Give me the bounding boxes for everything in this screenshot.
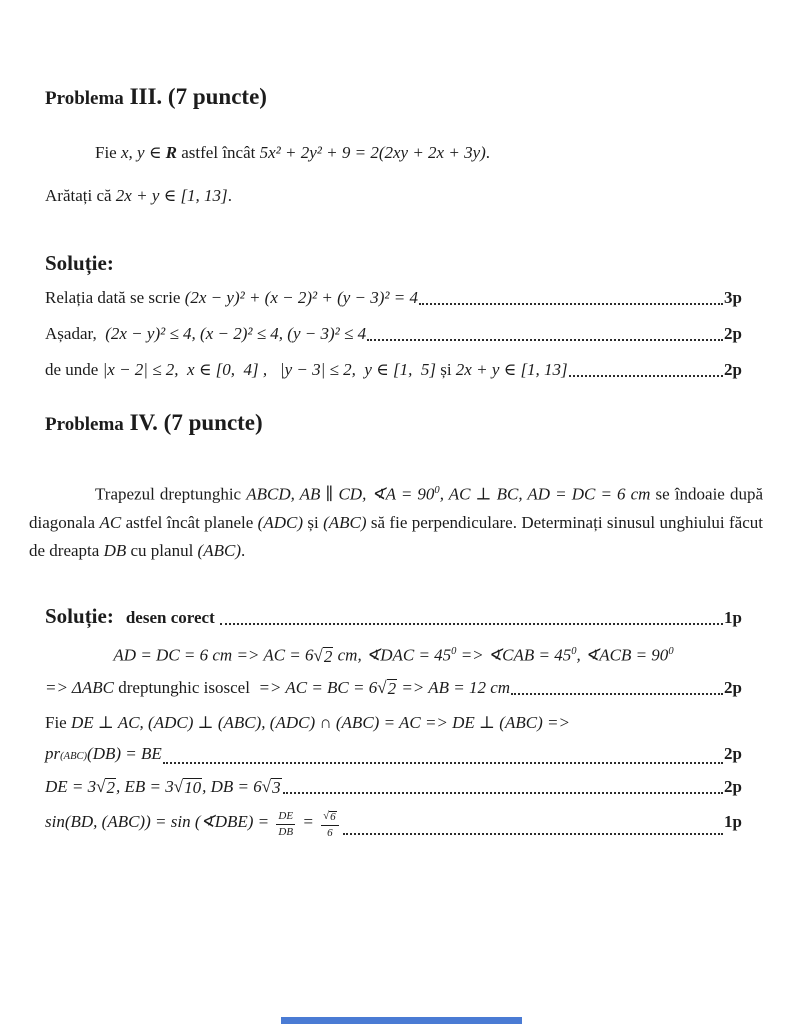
solution-3-heading: Soluție: (45, 251, 114, 275)
problem-3-heading-prefix: Problema (45, 88, 124, 109)
problem-4-heading-title: IV. (7 puncte) (123, 410, 263, 435)
solution-4-line-3: => ΔABC dreptunghic isoscel => AC = BC = 6 √ 2 => AB = 12 cm 2p (45, 678, 742, 698)
solution-4-line-2: AD = DC = 6 cm => AC = 6 √ 2 cm, ∢DAC = $45^0$ => ∢CAB = $45^0$, ∢ACB = $90^0$ (113, 645, 674, 666)
solution-3-line-2: Așadar, (2x − y)² ≤ 4, (x − 2)² ≤ 4, (y − 3)² ≤ 4 2p (45, 324, 742, 343)
problem-4-statement: Trapezul dreptunghic ABCD, AB ∥ CD, ∢A = $90^0$, AC ⊥ BC, AD = DC = 6 cm se îndoaie după diagonala AC astfel încât planele (ADC) și (ABC) să fie perpendiculare. Determinați sinusul unghiului făcut de dreapta DB cu planul (ABC). (29, 484, 763, 560)
solution-4-heading: Soluție: (45, 604, 114, 628)
solution-4-line-6: DE = 3 √ 2 , EB = 3 √ 10 , DB = 6 √ 3 2p (45, 777, 742, 797)
problem-3-heading (45, 84, 267, 110)
solution-4-line-5: pr (ABC) (DB) = BE 2p (45, 744, 742, 763)
solution-4-line-7: sin(BD, (ABC)) = sin (∢DBE) = $\frac{DE}{DB}$ = √ 6 6 1p (45, 810, 742, 839)
problem-4-heading (45, 410, 263, 436)
problem-3-statement: Fie x, y ∈ R astfel încât 5x² + 2y² + 9 = 2(2xy + 2x + 3y). (95, 143, 491, 162)
problem-4-heading-prefix: Problema (45, 414, 124, 435)
solution-3-line-1: Relația dată se scrie (2x − y)² + (x − 2)² + (y − 3)² = 4 3p (45, 288, 742, 307)
solution-3-line-3: de unde |x − 2| ≤ 2, x ∈ [0, 4] , |y − 3| ≤ 2, y ∈ [1, 5] și 2x + y ∈ [1, 13] 2p (45, 360, 742, 379)
problem-3-heading-title: III. (7 puncte) (123, 84, 267, 109)
page-progress-bar (281, 1017, 522, 1024)
solution-4-line-4: Fie DE ⊥ AC, (ADC) ⊥ (ABC), (ADC) ∩ (ABC) = AC => DE ⊥ (ABC) => (45, 713, 570, 732)
solution-4-header-line: Soluție: desen corect 1p (45, 604, 742, 628)
problem-3-claim: Arătați că 2x + y ∈ [1, 13]. (45, 186, 232, 205)
